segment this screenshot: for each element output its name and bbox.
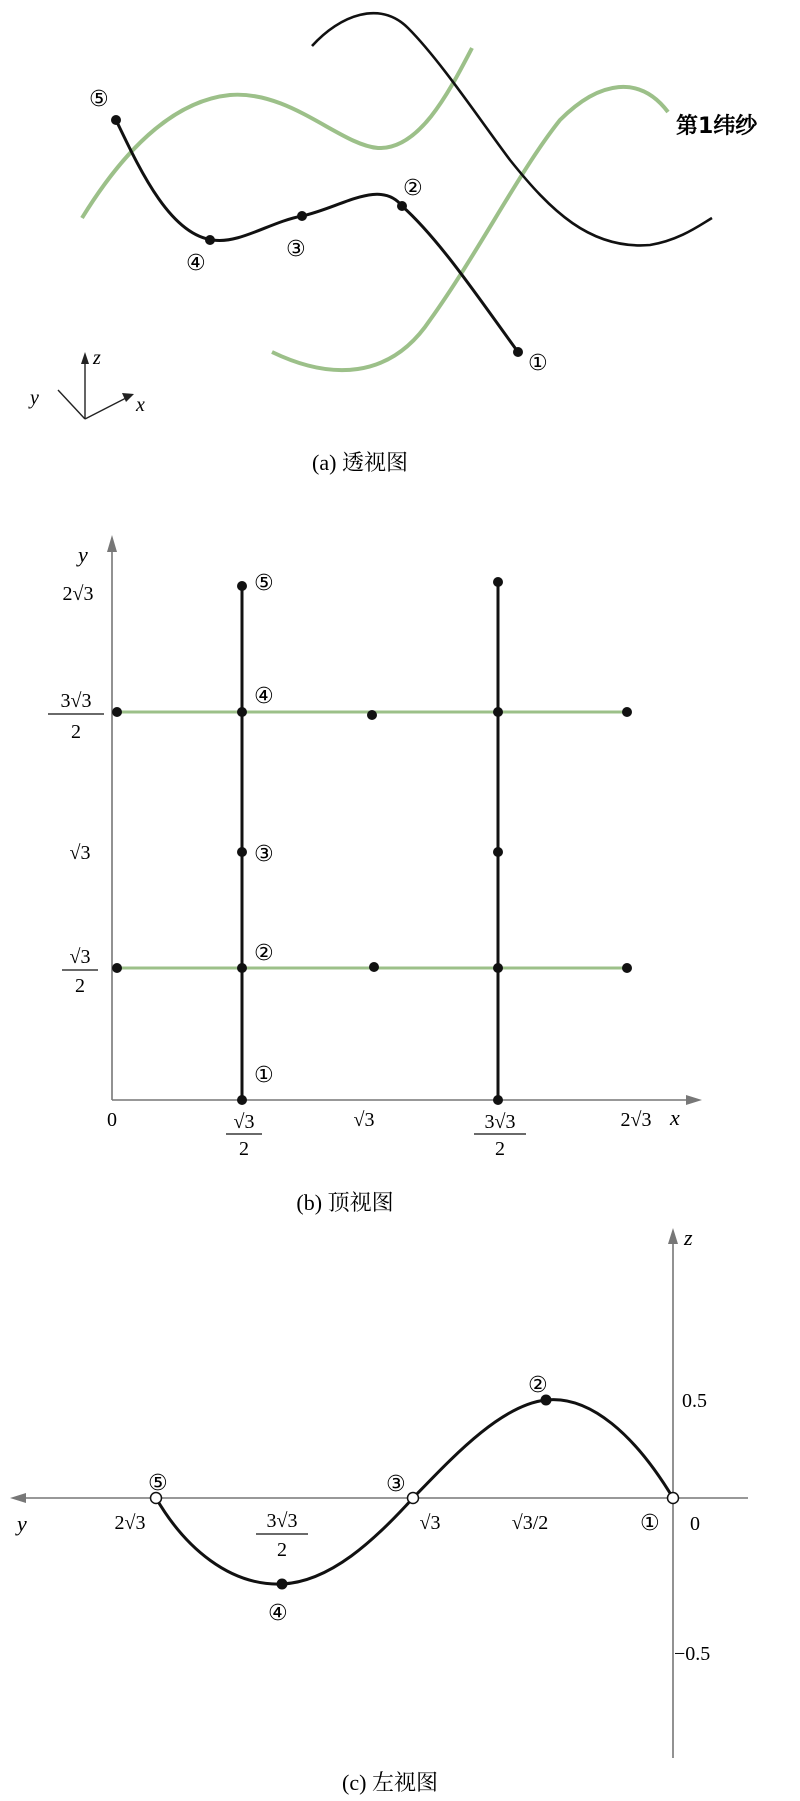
y-tick-3-den: 2 <box>71 721 81 743</box>
c-y-tick-3sqrt3-num: 3√3 <box>266 1510 298 1532</box>
label-c-point-2: ② <box>528 1373 548 1398</box>
label-c-point-3: ③ <box>386 1472 406 1497</box>
axis-y-label-b: y <box>78 542 88 567</box>
point-b-4 <box>237 707 247 717</box>
x-tick-4: 2√3 <box>620 1109 652 1131</box>
label-point-2: ② <box>403 176 423 201</box>
axes-3d <box>28 347 145 419</box>
z-tick-minus-0-5: −0.5 <box>674 1643 711 1665</box>
label-point-4: ④ <box>186 251 206 276</box>
caption-b: (b) 顶视图 <box>296 1190 394 1215</box>
point-5 <box>111 115 121 125</box>
point-b-3 <box>237 847 247 857</box>
point-2 <box>397 201 407 211</box>
y-tick-1-num: √3 <box>69 946 91 968</box>
axis-z-label-c: z <box>684 1225 693 1250</box>
point-b-weft-lower-end <box>622 963 632 973</box>
x-tick-1-den: 2 <box>239 1138 249 1160</box>
y-tick-4: 2√3 <box>62 583 94 605</box>
point-b-weft-upper-end <box>622 707 632 717</box>
point-b-5 <box>237 581 247 591</box>
x-tick-0: 0 <box>107 1109 117 1131</box>
panel-b-top-view <box>48 535 702 1215</box>
c-y-tick-3sqrt3-den: 2 <box>277 1539 287 1561</box>
y-tick-3-num: 3√3 <box>60 690 92 712</box>
label-b-point-3: ③ <box>254 842 274 867</box>
point-3 <box>297 211 307 221</box>
axis-x-label-b: x <box>670 1105 680 1130</box>
point-b-weft-lower-right-warp <box>493 963 503 973</box>
x-tick-2: √3 <box>353 1109 375 1131</box>
yarn-back <box>312 13 712 245</box>
label-c-point-4: ④ <box>268 1601 288 1626</box>
axis-x-label-3d: x <box>136 394 145 416</box>
label-point-3: ③ <box>286 237 306 262</box>
c-y-tick-sqrt3-half: √3/2 <box>511 1512 549 1534</box>
point-1 <box>513 347 523 357</box>
point-c-3 <box>408 1493 419 1504</box>
label-b-point-4: ④ <box>254 684 274 709</box>
axis-z-label-3d: z <box>93 347 101 369</box>
caption-c: (c) 左视图 <box>342 1770 438 1795</box>
point-b-weft-upper-right-warp <box>493 707 503 717</box>
point-4 <box>205 235 215 245</box>
point-b-2 <box>237 963 247 973</box>
label-point-5: ⑤ <box>89 87 109 112</box>
point-b-weft-upper-left <box>112 707 122 717</box>
point-b-right-mid <box>493 847 503 857</box>
y-tick-1-den: 2 <box>75 975 85 997</box>
label-b-point-1: ① <box>254 1063 274 1088</box>
points-b <box>112 577 632 1105</box>
point-b-weft-upper-mid <box>367 710 377 720</box>
c-y-tick-sqrt3: √3 <box>419 1512 441 1534</box>
point-c-4 <box>277 1579 288 1590</box>
point-b-right-top <box>493 577 503 587</box>
label-b-point-5: ⑤ <box>254 571 274 596</box>
c-y-tick-2sqrt3: 2√3 <box>114 1512 146 1534</box>
yarn-curve-side <box>156 1400 673 1584</box>
label-c-point-5: ⑤ <box>148 1471 168 1496</box>
caption-a: (a) 透视图 <box>312 450 408 475</box>
yarn-label: 第1纬纱 <box>676 114 758 139</box>
axis-y-label-c: y <box>17 1511 27 1536</box>
z-tick-0-5: 0.5 <box>682 1390 707 1412</box>
x-tick-3-num: 3√3 <box>484 1111 516 1133</box>
z-tick-0: 0 <box>690 1513 700 1535</box>
point-b-1 <box>237 1095 247 1105</box>
point-b-right-bottom <box>493 1095 503 1105</box>
point-c-1 <box>668 1493 679 1504</box>
point-b-weft-lower-left <box>112 963 122 973</box>
label-b-point-2: ② <box>254 941 274 966</box>
label-point-1: ① <box>528 351 548 376</box>
yarn-first <box>116 120 518 352</box>
x-tick-1-num: √3 <box>233 1111 255 1133</box>
panel-c-left-view <box>10 1225 748 1795</box>
panel-a-perspective <box>28 13 758 475</box>
x-tick-3-den: 2 <box>495 1138 505 1160</box>
label-c-point-1: ① <box>640 1511 660 1536</box>
y-tick-2: √3 <box>69 842 91 864</box>
axis-y-label-3d: y <box>30 387 39 409</box>
point-b-weft-lower-mid <box>369 962 379 972</box>
